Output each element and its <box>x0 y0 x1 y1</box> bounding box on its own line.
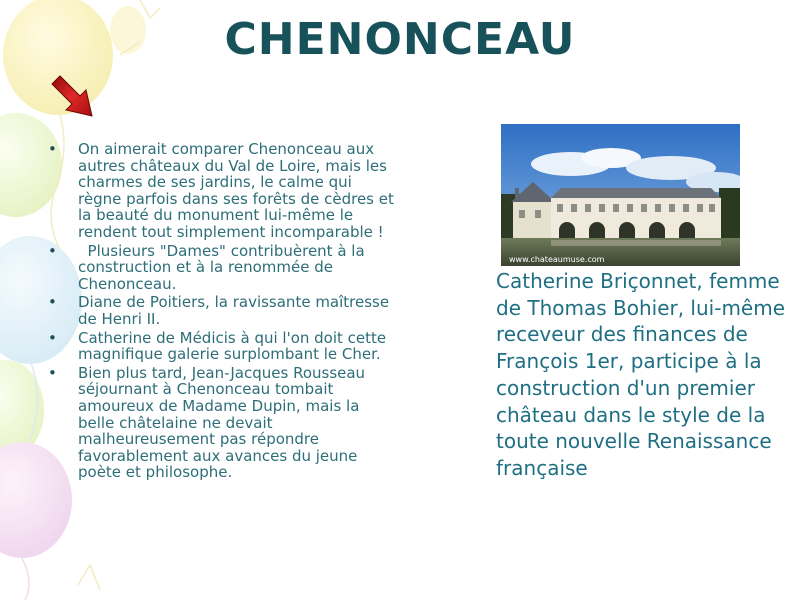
photo-watermark: www.chateaumuse.com <box>509 255 605 264</box>
bullet-item <box>44 243 394 293</box>
chateau-photo <box>501 124 740 266</box>
photo-caption: Catherine Briçonnet, femme de Thomas Bohier, lui-même receveur des finances de François 1er, participe à la construction d'un premier château dans le style de la toute nouvelle Renaissance française <box>496 269 786 480</box>
bullet-symbol: • <box>48 241 57 260</box>
bullet-symbol: • <box>48 328 57 347</box>
bullet-item <box>44 294 394 327</box>
bullet-list <box>44 141 394 483</box>
slide-title: CHENONCEAU <box>224 14 576 65</box>
bullet-text: On aimerait comparer Chenonceau aux autres châteaux du Val de Loire, mais les charmes de ses jardins, le calme qui règne parfois dans ses forêts de cèdres et la beauté du monument lui-même le rendent tout simplement incomparable ! <box>78 140 394 241</box>
bullet-symbol: • <box>48 140 57 158</box>
bullet-text: Plusieurs "Dames" contribuèrent à la construction et à la renommée de Chenonceau. <box>78 241 370 293</box>
bullet-item <box>44 365 394 481</box>
bullet-text: Catherine de Médicis à qui l'on doit cette magnifique galerie surplombant le Cher. <box>78 328 387 364</box>
bullet-item <box>44 141 394 241</box>
bullet-text: Diane de Poitiers, la ravissante maîtresse de Henri II. <box>78 293 390 328</box>
red-arrow-icon <box>46 70 102 126</box>
bullet-symbol: • <box>48 363 57 382</box>
bullet-item <box>44 330 394 363</box>
bullet-symbol: • <box>48 293 57 312</box>
bullet-text: Bien plus tard, Jean-Jacques Rousseau séjournant à Chenonceau tombait amoureux de Madame Dupin, mais la belle châtelaine ne devait malheureusement pas répondre favorablement aux avances du jeune poète et philosophe. <box>78 363 366 482</box>
